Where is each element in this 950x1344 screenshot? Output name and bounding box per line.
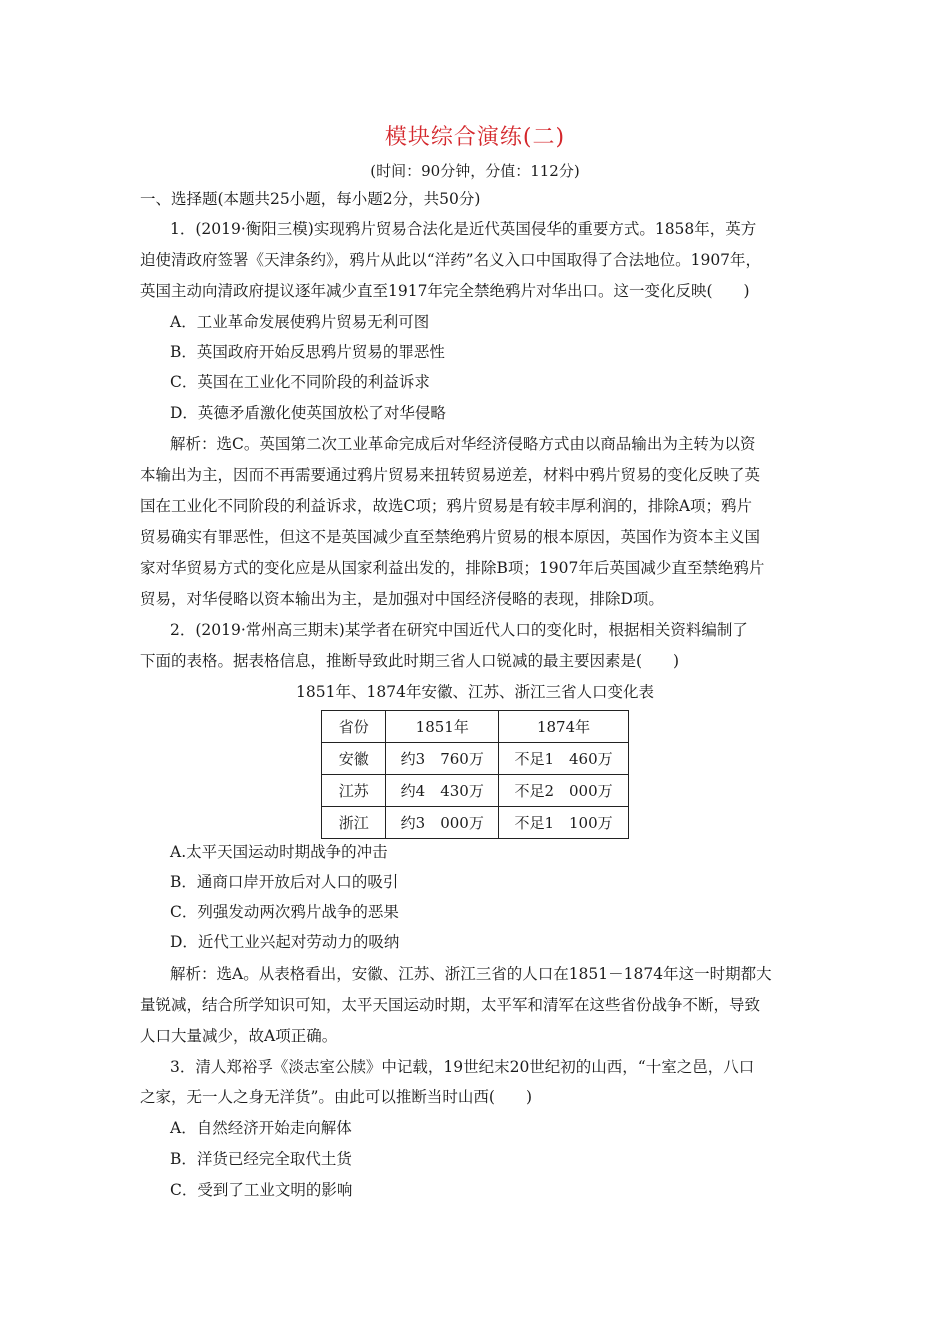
option-a: A．自然经济开始走向解体 xyxy=(170,1119,352,1137)
option-d: D．英德矛盾激化使英国放松了对华侵略 xyxy=(170,404,446,422)
analysis-line: 解析：选C。英国第二次工业革命完成后对华经济侵略方式由以商品输出为主转为以资 xyxy=(170,435,756,453)
table-cell: 约3 760万 xyxy=(386,743,499,775)
table-row xyxy=(322,807,629,839)
table-row xyxy=(322,775,629,807)
analysis-line: 贸易确实有罪恶性，但这不是英国减少直至禁绝鸦片贸易的根本原因，英国作为资本主义国 xyxy=(140,528,761,546)
table-header-cell: 1851年 xyxy=(386,711,499,743)
question-stem-line: 2．(2019·常州高三期末)某学者在研究中国近代人口的变化时，根据相关资料编制了 xyxy=(170,621,748,639)
analysis-line: 国在工业化不同阶段的利益诉求，故选C项；鸦片贸易是有较丰厚利润的，排除A项；鸦片 xyxy=(140,497,753,515)
question-stem-line: 3．清人郑裕孚《淡志室公牍》中记载，19世纪末20世纪初的山西，“十室之邑，八口 xyxy=(170,1058,755,1076)
analysis-line: 解析：选A。从表格看出，安徽、江苏、浙江三省的人口在1851－1874年这一时期都大 xyxy=(170,965,772,983)
option-d: D．近代工业兴起对劳动力的吸纳 xyxy=(170,933,400,951)
question-stem-line: 1．(2019·衡阳三模)实现鸦片贸易合法化是近代英国侵华的重要方式。1858年，英方 xyxy=(170,220,757,238)
table-header-cell: 省份 xyxy=(322,711,386,743)
population-table xyxy=(321,710,629,839)
option-a: A．工业革命发展使鸦片贸易无利可图 xyxy=(170,313,430,331)
analysis-line: 本输出为主，因而不再需要通过鸦片贸易来扭转贸易逆差，材料中鸦片贸易的变化反映了英 xyxy=(140,466,761,484)
table-cell: 约4 430万 xyxy=(386,775,499,807)
question-stem-line: 下面的表格。据表格信息，推断导致此时期三省人口锐减的最主要因素是( ) xyxy=(140,652,680,670)
table-cell: 不足1 100万 xyxy=(499,807,629,839)
table-cell: 安徽 xyxy=(322,743,386,775)
option-b: B．通商口岸开放后对人口的吸引 xyxy=(170,873,399,891)
analysis-line: 量锐减，结合所学知识可知，太平天国运动时期，太平军和清军在这些省份战争不断，导致 xyxy=(140,996,761,1014)
table-cell: 不足1 460万 xyxy=(499,743,629,775)
exam-info: (时间：90分钟，分值：112分) xyxy=(370,162,580,180)
section-heading: 一、选择题(本题共25小题，每小题2分，共50分) xyxy=(140,190,481,208)
table-caption: 1851年、1874年安徽、江苏、浙江三省人口变化表 xyxy=(296,683,654,701)
table-cell: 江苏 xyxy=(322,775,386,807)
option-a: A.太平天国运动时期战争的冲击 xyxy=(170,843,388,861)
option-c: C．列强发动两次鸦片战争的恶果 xyxy=(170,903,399,921)
page-title: 模块综合演练(二) xyxy=(384,125,566,150)
analysis-line: 贸易，对华侵略以资本输出为主，是加强对中国经济侵略的表现，排除D项。 xyxy=(140,590,664,608)
table-header-cell: 1874年 xyxy=(499,711,629,743)
option-c: C．英国在工业化不同阶段的利益诉求 xyxy=(170,373,430,391)
table-cell: 不足2 000万 xyxy=(499,775,629,807)
table-cell: 约3 000万 xyxy=(386,807,499,839)
table-row xyxy=(322,743,629,775)
question-stem-line: 之家，无一人之身无洋货”。由此可以推断当时山西( ) xyxy=(140,1088,533,1106)
option-c: C．受到了工业文明的影响 xyxy=(170,1181,353,1199)
table-header-row xyxy=(322,711,629,743)
table-cell: 浙江 xyxy=(322,807,386,839)
question-stem-line: 英国主动向清政府提议逐年减少直至1917年完全禁绝鸦片对华出口。这一变化反映( ) xyxy=(140,282,750,300)
option-b: B．英国政府开始反思鸦片贸易的罪恶性 xyxy=(170,343,445,361)
option-b: B．洋货已经完全取代土货 xyxy=(170,1150,352,1168)
question-stem-line: 迫使清政府签署《天津条约》，鸦片从此以“洋药”名义入口中国取得了合法地位。1907年， xyxy=(140,251,762,269)
analysis-line: 家对华贸易方式的变化应是从国家利益出发的，排除B项；1907年后英国减少直至禁绝鸦片 xyxy=(140,559,765,577)
analysis-line: 人口大量减少，故A项正确。 xyxy=(140,1027,338,1045)
